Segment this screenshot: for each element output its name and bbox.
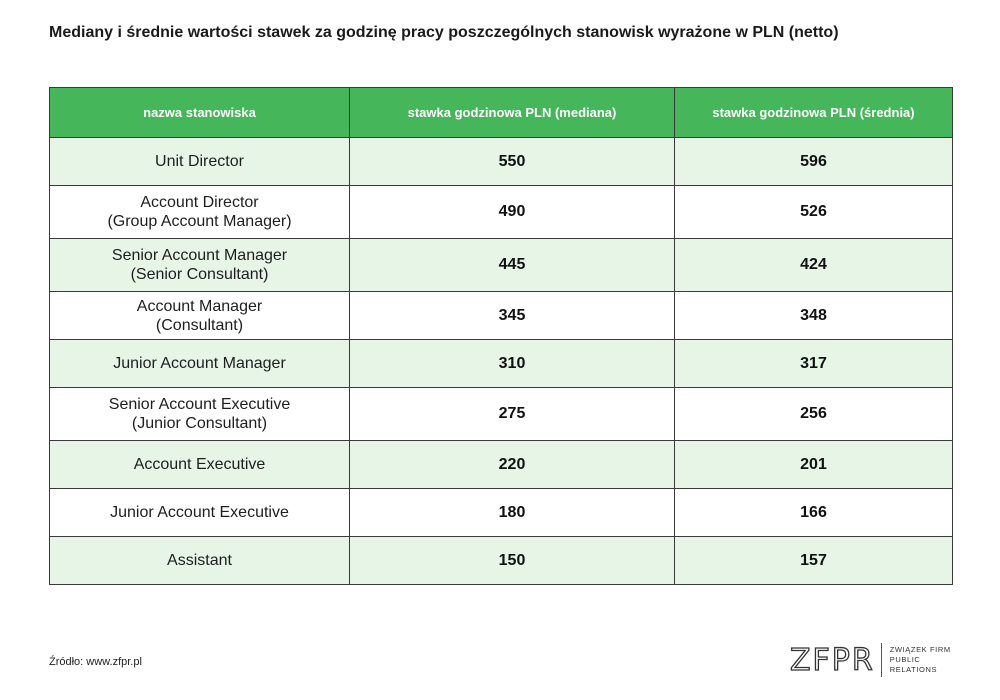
position-name-cell xyxy=(50,186,350,239)
column-header-mean: stawka godzinowa PLN (średnia) xyxy=(675,88,953,138)
position-name-alt: (Senior Consultant) xyxy=(130,266,269,283)
table-row xyxy=(50,340,953,388)
position-name: Assistant xyxy=(167,552,232,569)
median-rate-cell: 445 xyxy=(350,239,675,292)
position-name: Junior Account Manager xyxy=(113,355,286,372)
column-header-position: nazwa stanowiska xyxy=(50,88,350,138)
mean-rate-cell: 201 xyxy=(675,441,953,489)
position-name: Account Director xyxy=(140,194,259,211)
position-name: Account Manager xyxy=(136,297,263,315)
table-row xyxy=(50,537,953,585)
logo-text xyxy=(890,645,951,675)
position-name-alt: (Consultant) xyxy=(155,316,244,334)
position-name-cell xyxy=(50,388,350,441)
median-rate-cell: 220 xyxy=(350,441,675,489)
column-header-median: stawka godzinowa PLN (mediana) xyxy=(350,88,675,138)
median-rate-cell: 180 xyxy=(350,489,675,537)
logo-text-line: PUBLIC xyxy=(889,655,921,664)
mean-rate-cell: 157 xyxy=(675,537,953,585)
position-name-alt: (Group Account Manager) xyxy=(107,213,292,230)
logo-divider xyxy=(881,643,882,677)
position-name: Unit Director xyxy=(155,153,244,170)
position-name: Account Executive xyxy=(133,456,266,473)
table-header-row xyxy=(50,88,953,138)
median-rate-cell: 150 xyxy=(350,537,675,585)
position-name-cell xyxy=(50,138,350,186)
table-row xyxy=(50,138,953,186)
page-title: Mediany i średnie wartości stawek za godzinę pracy poszczególnych stanowisk wyrażone w PLN (netto) xyxy=(49,24,839,41)
mean-rate-cell: 526 xyxy=(675,186,953,239)
mean-rate-cell: 424 xyxy=(675,239,953,292)
median-rate-cell: 490 xyxy=(350,186,675,239)
median-rate-cell: 345 xyxy=(350,292,675,340)
median-rate-cell: 550 xyxy=(350,138,675,186)
mean-rate-cell: 348 xyxy=(675,292,953,340)
position-name-cell xyxy=(50,292,350,340)
rates-table xyxy=(49,87,953,585)
median-rate-cell: 275 xyxy=(350,388,675,441)
source-note: Źródło: www.zfpr.pl xyxy=(49,656,142,668)
logo-text-line: RELATIONS xyxy=(889,665,938,674)
mean-rate-cell: 317 xyxy=(675,340,953,388)
position-name-cell xyxy=(50,239,350,292)
position-name-cell xyxy=(50,489,350,537)
position-name: Senior Account Executive xyxy=(108,396,291,413)
position-name-cell xyxy=(50,537,350,585)
table-row xyxy=(50,441,953,489)
table-row xyxy=(50,186,953,239)
position-name: Senior Account Manager xyxy=(111,247,288,264)
logo-mark: ZFPR xyxy=(790,642,875,678)
mean-rate-cell: 596 xyxy=(675,138,953,186)
logo-text-line: ZWIĄZEK FIRM xyxy=(889,645,951,654)
zfpr-logo xyxy=(790,638,960,682)
mean-rate-cell: 256 xyxy=(675,388,953,441)
position-name-cell xyxy=(50,340,350,388)
position-name-cell xyxy=(50,441,350,489)
table-row xyxy=(50,292,953,340)
median-rate-cell: 310 xyxy=(350,340,675,388)
table-row xyxy=(50,489,953,537)
table-row xyxy=(50,388,953,441)
table-row xyxy=(50,239,953,292)
mean-rate-cell: 166 xyxy=(675,489,953,537)
position-name: Junior Account Executive xyxy=(110,504,289,521)
position-name-alt: (Junior Consultant) xyxy=(131,415,268,432)
